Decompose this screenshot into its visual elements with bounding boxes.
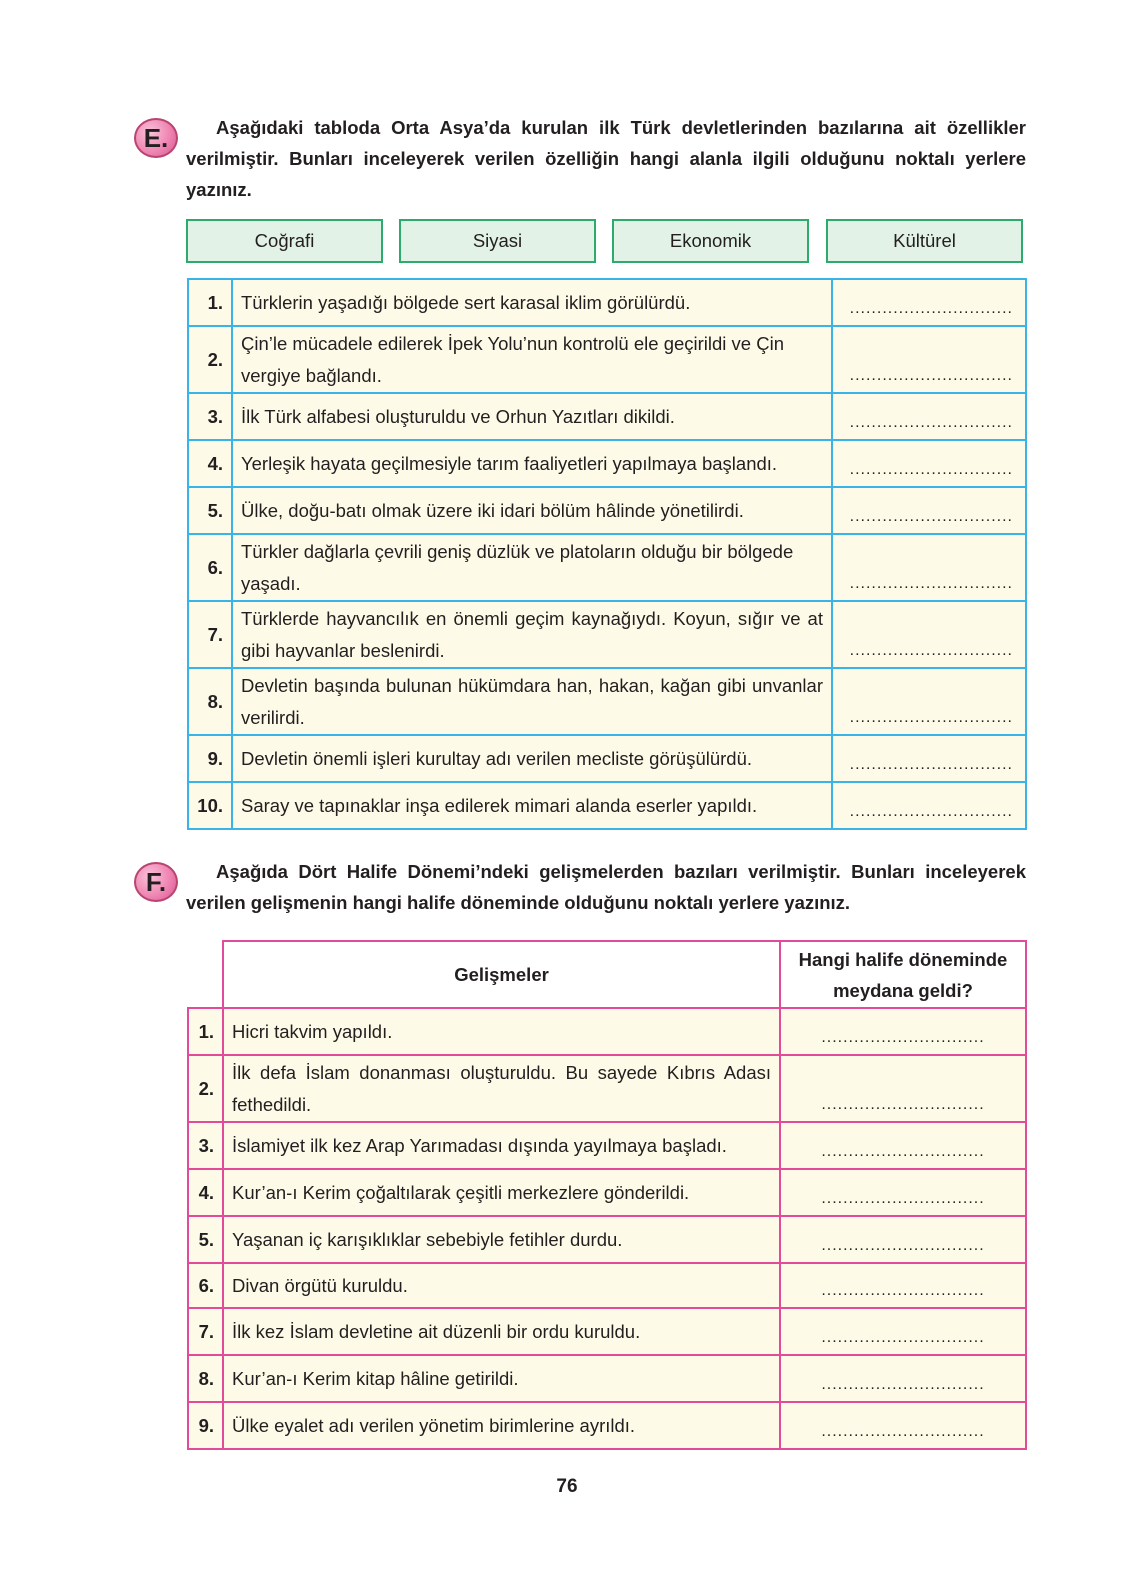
row-number: 8.	[188, 1355, 223, 1402]
table-row	[188, 735, 1026, 782]
category-siyasi: Siyasi	[399, 219, 596, 263]
page-number: 76	[556, 1476, 578, 1497]
row-number: 6.	[188, 1263, 223, 1308]
table-row	[188, 440, 1026, 487]
row-text: Kur’an-ı Kerim kitap hâline getirildi.	[223, 1355, 780, 1402]
section-e-badge: E.	[134, 118, 178, 158]
row-text: Devletin önemli işleri kurultay adı verilen mecliste görüşülürdü.	[232, 735, 832, 782]
row-text: Devletin başında bulunan hükümdara han, hakan, kağan gibi unvanlar verilirdi.	[232, 668, 832, 735]
answer-blank[interactable]: ..............................	[832, 735, 1026, 782]
row-text: Türklerin yaşadığı bölgede sert karasal iklim görülürdü.	[232, 279, 832, 326]
table-row	[188, 534, 1026, 601]
row-text: Yaşanan iç karışıklıklar sebebiyle fetihler durdu.	[223, 1216, 780, 1263]
row-text: İslamiyet ilk kez Arap Yarımadası dışında yayılmaya başladı.	[223, 1122, 780, 1169]
header-question: Hangi halife döneminde meydana geldi?	[780, 941, 1026, 1008]
row-text: Yerleşik hayata geçilmesiyle tarım faaliyetleri yapılmaya başlandı.	[232, 440, 832, 487]
table-row	[188, 1055, 1026, 1122]
section-f-instruction: Aşağıda Dört Halife Dönemi’ndeki gelişmelerden bazıları verilmiştir. Bunları inceleyerek verilen gelişmenin hangi halife döneminde olduğunu noktalı yerlere yazınız.	[186, 861, 1026, 913]
row-text: Ülke eyalet adı verilen yönetim birimlerine ayrıldı.	[223, 1402, 780, 1449]
table-row	[188, 1169, 1026, 1216]
row-text: İlk defa İslam donanması oluşturuldu. Bu sayede Kıbrıs Adası fethedildi.	[223, 1055, 780, 1122]
answer-blank[interactable]: ..............................	[832, 534, 1026, 601]
table-row	[188, 1355, 1026, 1402]
answer-blank[interactable]: ..............................	[780, 1122, 1026, 1169]
row-number: 2.	[188, 326, 232, 393]
answer-blank[interactable]: ..............................	[832, 326, 1026, 393]
answer-blank[interactable]: ..............................	[832, 487, 1026, 534]
table-row	[188, 1308, 1026, 1355]
row-text: Ülke, doğu-batı olmak üzere iki idari bölüm hâlinde yönetilirdi.	[232, 487, 832, 534]
answer-blank[interactable]: ..............................	[832, 440, 1026, 487]
header-events: Gelişmeler	[223, 941, 780, 1008]
section-e-instruction: Aşağıdaki tabloda Orta Asya’da kurulan ilk Türk devletlerinden bazılarına ait özellikler verilmiştir. Bunları inceleyerek verilen özelliğin hangi alanla ilgili olduğunu noktalı yerlere yazınız.	[186, 117, 1026, 200]
answer-blank[interactable]: ..............................	[780, 1055, 1026, 1122]
row-text: Türkler dağlarla çevrili geniş düzlük ve platoların olduğu bir bölgede yaşadı.	[232, 534, 832, 601]
answer-blank[interactable]: ..............................	[780, 1169, 1026, 1216]
row-number: 2.	[188, 1055, 223, 1122]
answer-blank[interactable]: ..............................	[780, 1308, 1026, 1355]
row-number: 3.	[188, 393, 232, 440]
row-number: 4.	[188, 1169, 223, 1216]
table-row	[188, 393, 1026, 440]
section-f-badge: F.	[134, 862, 178, 902]
row-number: 7.	[188, 1308, 223, 1355]
row-number: 5.	[188, 487, 232, 534]
answer-blank[interactable]: ..............................	[780, 1355, 1026, 1402]
row-number: 1.	[188, 1008, 223, 1055]
answer-blank[interactable]: ..............................	[780, 1263, 1026, 1308]
table-row	[188, 1008, 1026, 1055]
table-row	[188, 1216, 1026, 1263]
row-number: 9.	[188, 735, 232, 782]
table-row	[188, 1263, 1026, 1308]
table-row	[188, 1402, 1026, 1449]
section-e-table	[187, 278, 1027, 830]
answer-blank[interactable]: ..............................	[832, 782, 1026, 829]
row-text: Hicri takvim yapıldı.	[223, 1008, 780, 1055]
row-number: 6.	[188, 534, 232, 601]
table-row	[188, 782, 1026, 829]
table-row	[188, 1122, 1026, 1169]
row-number: 7.	[188, 601, 232, 668]
row-text: Divan örgütü kuruldu.	[223, 1263, 780, 1308]
table-row	[188, 326, 1026, 393]
row-number: 4.	[188, 440, 232, 487]
header-blank-cell	[188, 941, 223, 1008]
row-number: 1.	[188, 279, 232, 326]
row-text: İlk Türk alfabesi oluşturuldu ve Orhun Yazıtları dikildi.	[232, 393, 832, 440]
row-number: 5.	[188, 1216, 223, 1263]
row-text: Türklerde hayvancılık en önemli geçim kaynağıydı. Koyun, sığır ve at gibi hayvanlar beslenirdi.	[232, 601, 832, 668]
row-text: Saray ve tapınaklar inşa edilerek mimari alanda eserler yapıldı.	[232, 782, 832, 829]
answer-blank[interactable]: ..............................	[832, 279, 1026, 326]
answer-blank[interactable]: ..............................	[832, 601, 1026, 668]
row-text: İlk kez İslam devletine ait düzenli bir ordu kuruldu.	[223, 1308, 780, 1355]
row-number: 3.	[188, 1122, 223, 1169]
table-row	[188, 668, 1026, 735]
section-f-table	[187, 940, 1027, 1450]
row-number: 10.	[188, 782, 232, 829]
category-kulturel: Kültürel	[826, 219, 1023, 263]
table-row	[188, 279, 1026, 326]
answer-blank[interactable]: ..............................	[832, 393, 1026, 440]
table-row	[188, 601, 1026, 668]
category-cografi: Coğrafi	[186, 219, 383, 263]
table-header-row	[188, 941, 1026, 1008]
row-number: 9.	[188, 1402, 223, 1449]
row-text: Kur’an-ı Kerim çoğaltılarak çeşitli merkezlere gönderildi.	[223, 1169, 780, 1216]
row-text: Çin’le mücadele edilerek İpek Yolu’nun kontrolü ele geçirildi ve Çin vergiye bağlandı.	[232, 326, 832, 393]
answer-blank[interactable]: ..............................	[780, 1008, 1026, 1055]
answer-blank[interactable]: ..............................	[780, 1216, 1026, 1263]
category-ekonomik: Ekonomik	[612, 219, 809, 263]
answer-blank[interactable]: ..............................	[832, 668, 1026, 735]
row-number: 8.	[188, 668, 232, 735]
answer-blank[interactable]: ..............................	[780, 1402, 1026, 1449]
table-row	[188, 487, 1026, 534]
